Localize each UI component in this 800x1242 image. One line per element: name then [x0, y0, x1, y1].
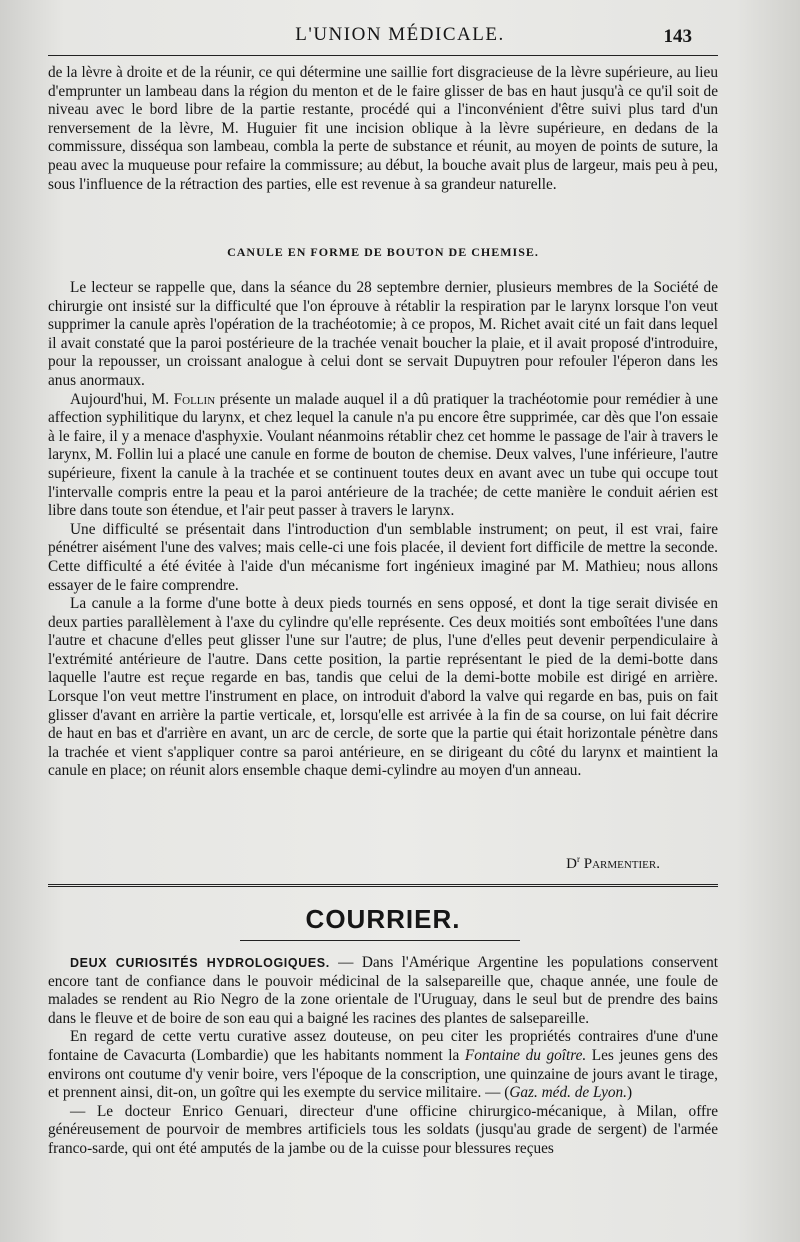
- canule-p2-name: Follin: [173, 390, 216, 408]
- courrier-source: Gaz. méd. de Lyon.: [509, 1084, 627, 1102]
- section-heading: CANULE EN FORME DE BOUTON DE CHEMISE.: [227, 245, 539, 259]
- section-divider: [48, 884, 718, 887]
- canule-paragraph-4: La canule a la forme d'une botte à deux pieds tournés en sens opposé, et dont la tige serait divisée en deux parties parallèlement à l'axe du cylindre qu'elle représente. Ces deux moitiés sont emboîtées l'une dans l'autre et chacune d'elles peut glisser l'une sur l'autre; de plus, l'une d'elles peut devenir perpendiculaire à l'extrémité antérieure de l'autre. Dans cette position, la partie représentant le pied de la demi-botte dans laquelle l'autre est reçue regarde en bas, tandis que celui de la demi-botte mobile est dirigé en arrière. Lorsque l'on veut mettre l'instrument en place, on introduit d'abord la valve qui regarde en bas, puis on fait glisser d'avant en arrière la partie verticale, et, lorsqu'elle est arrivée à la fin de sa course, on lui fait décrire de haut en bas et d'arrière en avant, un arc de cercle, de sorte que la partie qui était horizontale pénètre dans la trachée et vient s'appliquer contre sa paroi antérieure, en se dirigeant du côté du larynx et maintient la canule en place; on réunit alors ensemble chaque demi-cylindre au moyen d'un anneau.: [48, 595, 718, 780]
- courrier-title-rule: [240, 940, 520, 941]
- courrier-p2-close: ): [626, 1084, 633, 1102]
- courrier-p2-text-a: En regard de cette vertu curative assez douteuse, on peu citer les propriétés contraires d'une d'une fontaine de Cavacurta (Lombardie) que les habitants nomment la: [48, 1028, 718, 1064]
- courrier-title: COURRIER.: [305, 904, 461, 934]
- page-number: 143: [663, 26, 692, 47]
- signature-sup: r: [576, 854, 580, 864]
- canule-paragraph-2: [48, 391, 718, 521]
- canule-p2-text-a: Aujourd'hui, M.: [70, 390, 174, 408]
- header-rule: [48, 55, 718, 56]
- courrier-lead: DEUX CURIOSITÉS HYDROLOGIQUES.: [70, 956, 330, 970]
- top-paragraph-block: [48, 64, 718, 194]
- canule-paragraph-3: Une difficulté se présentait dans l'introduction d'un semblable instrument; on peut, il est vrai, faire pénétrer aisément l'une des valves; mais celle-ci une fois placée, il devient fort difficile de mettre la seconde. Cette difficulté a été évitée à l'aide d'un mécanisme fort ingénieux imaginé par M. Mathieu; nous allons essayer de le faire comprendre.: [48, 520, 718, 594]
- signature-name: Parmentier.: [583, 856, 660, 872]
- fontaine-name: Fontaine du goître.: [464, 1046, 587, 1064]
- signature: [48, 854, 660, 873]
- courrier-p1-text: — Dans l'Amérique Argentine les populations conservent encore tant de confiance dans le pouvoir médicinal de la salsepareille que, chaque année, une foule de malades se rendent au Rio Negro de la zone orientale de l'Uruguay, dans le seul but de prendre des bains dans le fleuve et de boire de son eau qui a baigné les racines des plantes de salsepareille.: [48, 954, 719, 1027]
- running-header: [0, 22, 800, 52]
- canule-p2-text-b: présente un malade auquel il a dû pratiquer la trachéotomie pour remédier à une affection syphilitique du larynx, et chez lequel la canule n'a pu encore être supprimée, car dès que l'on essaie à le faire, il y a menace d'asphyxie. Voulant néanmoins rétablir chez cet homme le passage de l'air à travers le larynx, M. Follin lui a placé une canule en forme de bouton de chemise. Deux valves, l'une inférieure, l'autre supérieure, fixent la canule à la trachée et se continuent toutes deux en avant avec un tube qui occupe tout l'intervalle compris entre la peau et la paroi antérieure de la trachée; de cette manière le conduit aérien est libre dans toute son étendue, et l'air peut passer à travers le larynx.: [48, 390, 718, 520]
- signature-prefix: D: [566, 856, 577, 872]
- running-title: L'UNION MÉDICALE.: [295, 24, 505, 45]
- courrier-article: [48, 954, 718, 1159]
- courrier-paragraph-1: [48, 954, 718, 1028]
- courrier-paragraph-2: [48, 1028, 718, 1102]
- top-paragraph: de la lèvre à droite et de la réunir, ce qui détermine une saillie fort disgracieuse de la lèvre supérieure, au lieu d'emprunter un lambeau dans la région du menton et de le faire glisser de bas en haut jusqu'à ce qu'il soit de niveau avec le bord libre de la partie restante, procédé qui a l'inconvénient d'être suivi plus tard d'un renversement de la lèvre, M. Huguier fit une incision oblique à la lèvre supérieure, en dedans de la commissure, disséqua son lambeau, combla la perte de substance et réunit, au moyen de points de suture, la peau avec la muqueuse pour refaire la commissure; au début, la bouche avait plus de largeur, mais peu à peu, sous l'influence de la rétraction des parties, elle est revenue à sa grandeur naturelle.: [48, 64, 718, 193]
- canule-paragraph-1: Le lecteur se rappelle que, dans la séance du 28 septembre dernier, plusieurs membres de la Société de chirurgie ont insisté sur la difficulté que l'on éprouve à rétablir la respiration par le larynx lorsque l'on veut supprimer la canule après l'opération de la trachéotomie; à ce propos, M. Richet avait cité un fait dans lequel il avait constaté que la paroi postérieure de la trachée venait boucher la plaie, et il avait proposé d'introduire, pour la repousser, un croissant analogue à celui dont se servait Dupuytren pour refouler l'éperon dans les anus anormaux.: [48, 279, 718, 389]
- courrier-paragraph-3: — Le docteur Enrico Genuari, directeur d'une officine chirurgico-mécanique, à Milan, offre généreusement de pourvoir de membres artificiels tous les soldats (jusqu'au grade de sergent) de l'armée franco-sarde, qui ont été amputés de la jambe ou de la cuisse pour blessures reçues: [48, 1102, 718, 1157]
- courrier-p2-text-b: Les jeunes gens des environs ont coutume d'y venir boire, vers l'époque de la conscription, une quinzaine de jours avant le tirage, et prennent ainsi, dit-on, un goître qui les exempte du service militaire. — (: [48, 1046, 719, 1102]
- canule-article: [48, 279, 718, 781]
